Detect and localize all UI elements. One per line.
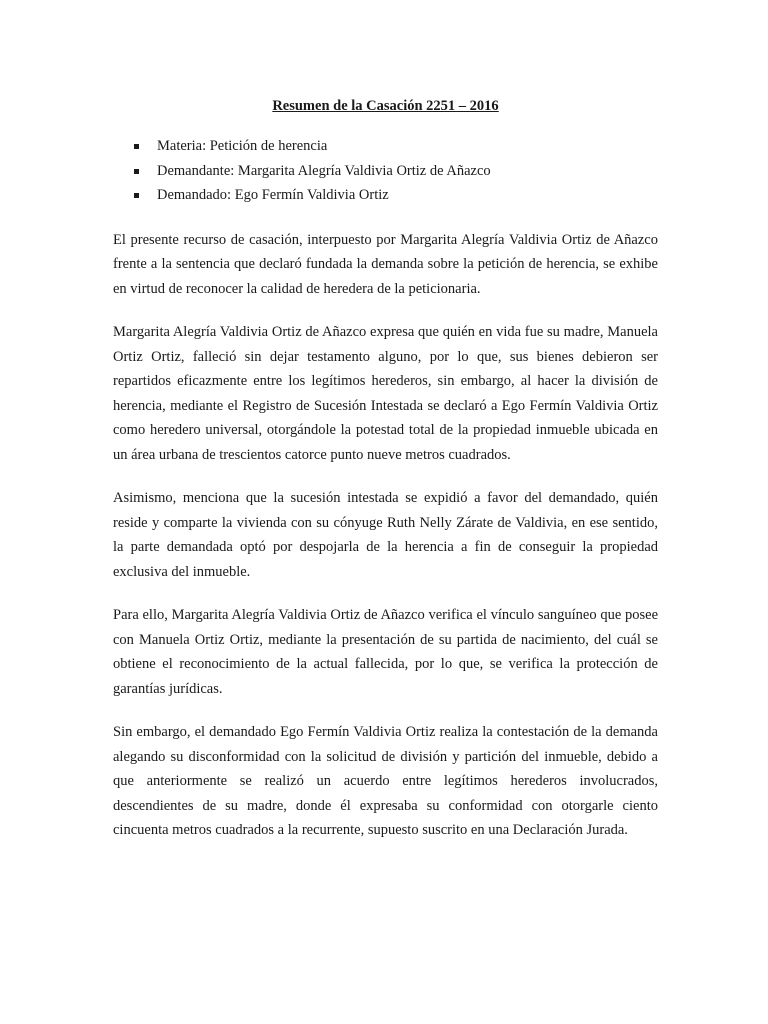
paragraph-background: Margarita Alegría Valdivia Ortiz de Añazco expresa que quién en vida fue su madre, Manuela Ortiz Ortiz, falleció sin dejar testamento alguno, por lo que, sus bienes debieron ser repartidos eficazmente entre los legítimos herederos, sin embargo, al hacer la división de herencia, mediante el Registro de Sucesión Intestada se declaró a Ego Fermín Valdivia Ortiz como heredero universal, otorgándole la potestad total de la propiedad inmueble ubicada en un área urbana de trescientos catorce punto nueve metros cuadrados.	[113, 324, 658, 463]
bullet-square-icon	[134, 144, 139, 149]
list-item-label: Demandante: Margarita Alegría Valdivia Ortiz de Añazco	[157, 162, 491, 179]
list-item-label: Demandado: Ego Fermín Valdivia Ortiz	[157, 187, 389, 203]
list-item-demandante	[113, 159, 658, 184]
paragraph-evidence: Para ello, Margarita Alegría Valdivia Ortiz de Añazco verifica el vínculo sanguíneo que posee con Manuela Ortiz Ortiz, mediante la presentación de su partida de nacimiento, del cuál se obtiene el reconocimiento de la actual fallecida, por lo que, se verifica la protección de garantías jurídicas.	[113, 607, 658, 697]
paragraph-defendant-answer: Sin embargo, el demandado Ego Fermín Valdivia Ortiz realiza la contestación de la demanda alegando su disconformidad con la solicitud de división y partición del inmueble, debido a que anteriormente se realizó un acuerdo entre legítimos herederos involucrados, descendientes de su madre, donde él expresaba su conformidad con otorgarle ciento cincuenta metros cuadrados a la recurrente, supuesto suscrito en una Declaración Jurada.	[113, 724, 658, 838]
list-item-materia	[113, 134, 658, 159]
list-item-label: Materia: Petición de herencia	[157, 138, 328, 154]
document-title: Resumen de la Casación 2251 – 2016	[272, 98, 499, 114]
paragraph-intestate-succession: Asimismo, menciona que la sucesión intestada se expidió a favor del demandado, quién reside y comparte la vivienda con su cónyuge Ruth Nelly Zárate de Valdivia, en ese sentido, la parte demandada optó por despojarla de la herencia a fin de conseguir la propiedad exclusiva del inmueble.	[113, 490, 658, 580]
paragraph-intro: El presente recurso de casación, interpuesto por Margarita Alegría Valdivia Ortiz de Añazco frente a la sentencia que declaró fundada la demanda sobre la petición de herencia, se exhibe en virtud de reconocer la calidad de heredera de la peticionaria.	[113, 231, 658, 297]
bullet-square-icon	[134, 193, 139, 198]
case-summary-list	[113, 134, 658, 208]
list-item-demandado	[113, 183, 658, 208]
bullet-square-icon	[134, 169, 139, 174]
document-page	[113, 96, 658, 862]
